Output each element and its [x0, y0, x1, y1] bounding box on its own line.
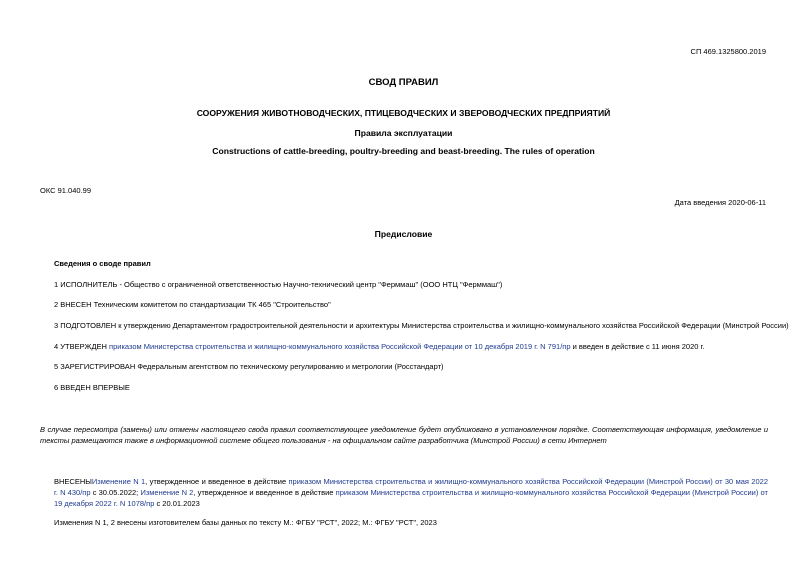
preface-item-4 [54, 342, 704, 351]
order-link-430[interactable]: приказом Министерства строительства и жилищно-коммунального хозяйства Российской Федерации (Минстрой России) от 30 мая 2022 г. N 430/пр [54, 477, 768, 497]
effective-date: Дата введения 2020-06-11 [674, 198, 766, 207]
notice-paragraph: В случае пересмотра (замены) или отмены настоящего свода правил соответствующее уведомление будет опубликовано в установленном порядке. Соответствующая информация, уведомление и тексты размещаются также в информационной системе общего пользования - на официальном сайте разработчика (Минстрой России) в сети Интернет [40, 425, 768, 445]
document-subtitle: Правила эксплуатации [354, 128, 453, 138]
amend-text-3: , утвержденное и введенное в действие [193, 488, 336, 497]
order-link-1078[interactable]: приказом Министерства строительства и жилищно-коммунального хозяйства Российской Федерации (Минстрой России) от 19 декабря 2022 г. N 1078/пр [54, 488, 768, 508]
preface-item-5: 5 ЗАРЕГИСТРИРОВАН Федеральным агентством по техническому регулированию и метрологии (Росстандарт) [54, 362, 444, 371]
change-2-link[interactable]: Изменение N 2 [140, 488, 194, 497]
amend-text-2: с 30.05.2022; [90, 488, 141, 497]
item-4-suffix: и введен в действие с 11 июня 2020 г. [570, 342, 705, 351]
oks-code: ОКС 91.040.99 [40, 186, 91, 195]
amend-text-4: с 20.01.2023 [154, 499, 200, 508]
preface-heading: Предисловие [374, 229, 433, 239]
preface-item-6: 6 ВВЕДЕН ВПЕРВЫЕ [54, 383, 130, 392]
document-title: СООРУЖЕНИЯ ЖИВОТНОВОДЧЕСКИХ, ПТИЦЕВОДЧЕСКИХ И ЗВЕРОВОДЧЕСКИХ ПРЕДПРИЯТИЙ [196, 108, 611, 118]
amendments-label: ВНЕСЕНЫ [54, 477, 92, 486]
amend-text-1: , утвержденное и введенное в действие [145, 477, 289, 486]
preface-item-3: 3 ПОДГОТОВЛЕН к утверждению Департаментом градостроительной деятельности и архитектуры Министерства строительства и жилищно-коммунального хозяйства Российской Федерации (Минстрой России) [54, 321, 789, 330]
amendments-note: Изменения N 1, 2 внесены изготовителем базы данных по тексту М.: ФГБУ "РСТ", 2022; М.: ФГБУ "РСТ", 2023 [54, 518, 437, 527]
document-code: СП 469.1325800.2019 [690, 47, 766, 56]
item-4-prefix: 4 УТВЕРЖДЕН [54, 342, 110, 351]
order-link-791[interactable]: приказом Министерства строительства и жилищно-коммунального хозяйства Российской Федерации от 10 декабря 2019 г. N 791/пр [109, 342, 571, 351]
change-1-link[interactable]: Изменение N 1 [91, 477, 146, 486]
preface-item-1: 1 ИСПОЛНИТЕЛЬ - Общество с ограниченной ответственностью Научно-технический центр "Ферммаш" (ООО НТЦ "Ферммаш") [54, 280, 503, 289]
preface-item-2: 2 ВНЕСЕН Техническим комитетом по стандартизации ТК 465 "Строительство" [54, 300, 331, 309]
english-title: Constructions of cattle-breeding, poultry-breeding and beast-breeding. The rules of operation [212, 146, 595, 156]
info-heading: Сведения о своде правил [54, 259, 151, 268]
svod-title: СВОД ПРАВИЛ [368, 77, 439, 88]
amendments-paragraph [54, 476, 768, 509]
